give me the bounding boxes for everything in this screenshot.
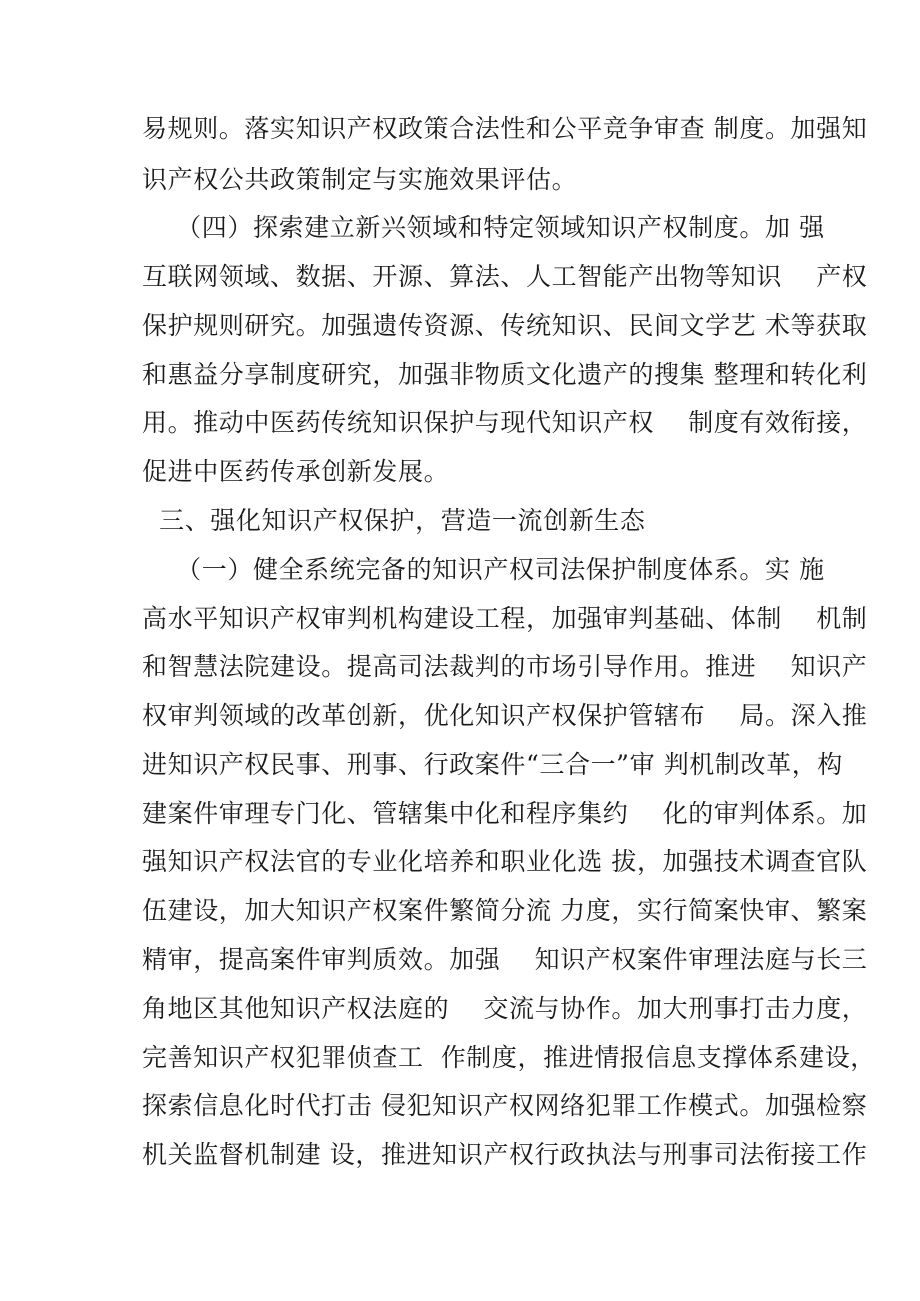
text-line: 易规则。落实知识产权政策合法性和公平竞争审查 制度。加强知 (142, 114, 868, 143)
text-line: 保护规则研究。加强遗传资源、传统知识、民间文学艺 术等获取 (142, 311, 868, 340)
text-line: 精审，提高案件审判质效。加强 知识产权案件审理法庭与长三 (142, 945, 868, 974)
text-line: 强知识产权法官的专业化培养和职业化选 拔，加强技术调查官队 (142, 847, 868, 876)
text-line: 识产权公共政策制定与实施效果评估。 (142, 165, 578, 194)
text-line: 机关监督机制建 设，推进知识产权行政执法与刑事司法衔接工作 (142, 1140, 868, 1169)
text-line: 探索信息化时代打击 侵犯知识产权网络犯罪工作模式。加强检察 (142, 1091, 868, 1120)
section-heading: 三、强化知识产权保护，营造一流创新生态 (142, 506, 646, 535)
text-line: 高水平知识产权审判机构建设工程，加强审判基础、体制 机制 (142, 604, 868, 633)
text-line: 角地区其他知识产权法庭的 交流与协作。加大刑事打击力度， (142, 994, 868, 1023)
text-line: 完善知识产权犯罪侦查工 作制度，推进情报信息支撑体系建设， (142, 1043, 876, 1072)
text-line: （一）健全系统完备的知识产权司法保护制度体系。实 施 (142, 555, 825, 584)
text-line: 建案件审理专门化、管辖集中化和程序集约 化的审判体系。加 (142, 799, 868, 828)
text-line: 进知识产权民事、刑事、行政案件“三合一”审 判机制改革，构 (142, 750, 843, 779)
text-line: 伍建设，加大知识产权案件繁简分流 力度，实行简案快审、繁案 (142, 896, 868, 925)
text-line: 互联网领域、数据、开源、算法、人工智能产出物等知识 产权 (142, 262, 868, 291)
text-line: 和智慧法院建设。提高司法裁判的市场引导作用。推进 知识产 (142, 652, 868, 681)
text-line: 权审判领域的改革创新，优化知识产权保护管辖布 局。深入推 (142, 701, 868, 730)
text-line: （四）探索建立新兴领域和特定领域知识产权制度。加 强 (142, 213, 825, 242)
text-line: 和惠益分享制度研究，加强非物质文化遗产的搜集 整理和转化利 (142, 360, 868, 389)
text-line: 用。推动中医药传统知识保护与现代知识产权 制度有效衔接， (142, 408, 868, 437)
text-line: 促进中医药传承创新发展。 (142, 457, 450, 486)
